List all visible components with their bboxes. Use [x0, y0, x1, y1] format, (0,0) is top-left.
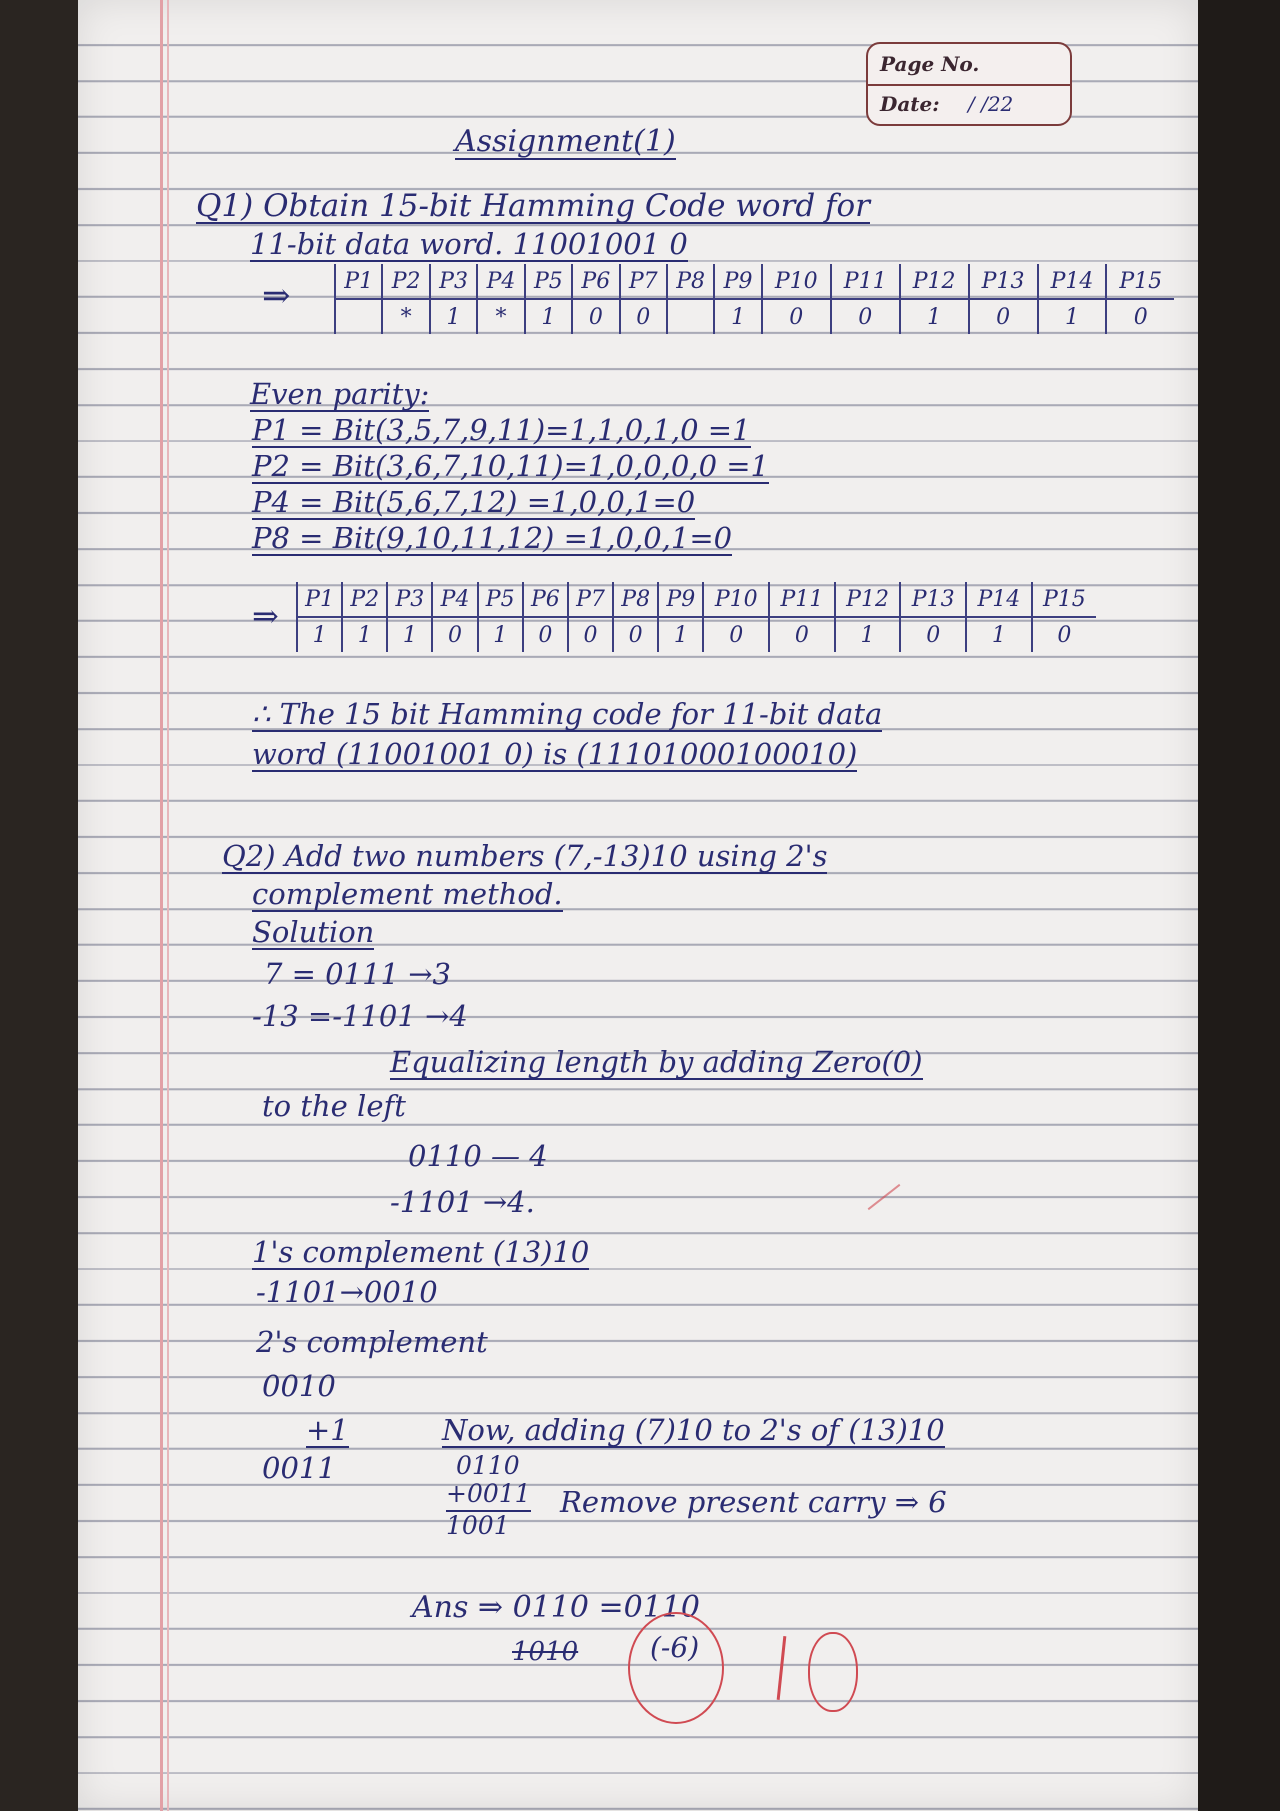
add-b: +0011: [446, 1478, 531, 1512]
table-value-cell: 0: [620, 299, 667, 334]
table-header-cell: P5: [478, 582, 523, 617]
table-value-cell: 1: [387, 617, 432, 652]
red-grade-circle: [628, 1612, 724, 1724]
table-header-cell: P3: [387, 582, 432, 617]
table-header-cell: P15: [1106, 264, 1174, 299]
table-header-cell: P3: [430, 264, 477, 299]
table-value-cell: 1: [900, 299, 969, 334]
table-value-cell: 1: [1038, 299, 1107, 334]
line-thirteen: -13 =-1101 →4: [252, 999, 468, 1033]
table-header-cell: P12: [900, 264, 969, 299]
twos-complement-label: 2's complement: [256, 1325, 488, 1359]
negative-six: (-6): [650, 1631, 700, 1664]
table-header-cell: P12: [835, 582, 901, 617]
parity-p2: P2 = Bit(3,6,7,10,11)=1,0,0,0,0 =1: [252, 449, 769, 483]
q1-conclusion-1: ∴ The 15 bit Hamming code for 11-bit data: [252, 697, 883, 731]
table-header-cell: P4: [477, 264, 524, 299]
table-value-cell: [335, 299, 382, 334]
table-header-cell: P6: [523, 582, 568, 617]
table-header-cell: P13: [900, 582, 966, 617]
page-no-label: Page No.: [880, 52, 980, 76]
table-header-cell: P2: [342, 582, 387, 617]
table-value-cell: 0: [703, 617, 769, 652]
table-value-cell: 0: [831, 299, 900, 334]
table-value-cell: 0: [762, 299, 831, 334]
assignment-title: Assignment(1): [455, 124, 676, 159]
table-header-cell: P2: [382, 264, 429, 299]
twos-step-b: +1: [306, 1413, 349, 1447]
margin-line-secondary: [167, 0, 169, 1811]
table-value-cell: 0: [1106, 299, 1174, 334]
margin-line: [160, 0, 163, 1811]
now-adding-line: Now, adding (7)10 to 2's of (13)10: [442, 1413, 945, 1447]
table-value-cell: 1: [478, 617, 523, 652]
answer-line: Ans ⇒ 0110 =0110: [412, 1590, 700, 1625]
table-header-cell: P7: [620, 264, 667, 299]
hamming-table-1: [334, 264, 1174, 334]
table-header-cell: P10: [762, 264, 831, 299]
struck-value: 1010: [512, 1637, 579, 1667]
table-header-cell: P14: [966, 582, 1032, 617]
table-header-cell: P7: [568, 582, 613, 617]
table-value-cell: 0: [900, 617, 966, 652]
table-header-cell: P9: [658, 582, 703, 617]
table-value-cell: 1: [835, 617, 901, 652]
equalizing-line: Equalizing length by adding Zero(0): [390, 1045, 923, 1079]
table-value-cell: 1: [525, 299, 572, 334]
even-parity-label: Even parity:: [250, 377, 430, 411]
table-header-cell: P10: [703, 582, 769, 617]
table-header-cell: P8: [613, 582, 658, 617]
table-header-cell: P4: [432, 582, 477, 617]
table-header-cell: P11: [831, 264, 900, 299]
table-value-cell: 0: [432, 617, 477, 652]
table-header-cell: P11: [769, 582, 835, 617]
table-header-cell: P5: [525, 264, 572, 299]
table-value-cell: 0: [613, 617, 658, 652]
table-value-cell: 0: [523, 617, 568, 652]
table-header-cell: P14: [1038, 264, 1107, 299]
ones-complement-value: -1101→0010: [256, 1275, 438, 1309]
table-value-cell: 1: [297, 617, 342, 652]
table-header-cell: P1: [297, 582, 342, 617]
table-value-cell: 1: [430, 299, 477, 334]
date-value: / /22: [968, 92, 1014, 116]
q1-conclusion-2: word (11001001 0) is (11101000100010): [252, 737, 858, 771]
table-header-cell: P6: [572, 264, 619, 299]
hamming-table-2: [296, 582, 1096, 652]
parity-p4: P4 = Bit(5,6,7,12) =1,0,0,1=0: [252, 485, 696, 519]
table-value-cell: 1: [714, 299, 761, 334]
date-label: Date:: [880, 92, 940, 116]
table-value-cell: [667, 299, 714, 334]
table-value-cell: 1: [966, 617, 1032, 652]
table-header-cell: P1: [335, 264, 382, 299]
q1-line2: 11-bit data word. 11001001 0: [250, 227, 688, 261]
pad-line-1: 0110 — 4: [408, 1139, 548, 1173]
arrow-2: ⇒: [252, 597, 279, 635]
arrow-1: ⇒: [262, 276, 291, 316]
parity-p8: P8 = Bit(9,10,11,12) =1,0,0,1=0: [252, 521, 733, 555]
table-header-cell: P15: [1032, 582, 1096, 617]
table-value-cell: 0: [969, 299, 1038, 334]
solution-label: Solution: [252, 915, 375, 949]
table-value-cell: 0: [572, 299, 619, 334]
to-left-line: to the left: [262, 1089, 406, 1123]
table-value-cell: 1: [342, 617, 387, 652]
twos-step-a: 0010: [262, 1369, 336, 1403]
table-value-cell: 0: [1032, 617, 1096, 652]
table-header-cell: P8: [667, 264, 714, 299]
table-value-cell: 0: [769, 617, 835, 652]
table-value-cell: *: [477, 299, 524, 334]
page-date-box: [866, 42, 1072, 126]
ones-complement-label: 1's complement (13)10: [252, 1235, 590, 1269]
table-value-cell: 1: [658, 617, 703, 652]
q1-line1: Q1) Obtain 15-bit Hamming Code word for: [196, 188, 870, 224]
q2-line1: Q2) Add two numbers (7,-13)10 using 2's: [222, 839, 828, 873]
page-edge: [1198, 0, 1280, 1811]
add-c: 1001: [446, 1511, 510, 1540]
red-grade-zero: [808, 1632, 858, 1712]
remove-carry-line: Remove present carry ⇒ 6: [560, 1485, 947, 1519]
parity-p1: P1 = Bit(3,5,7,9,11)=1,1,0,1,0 =1: [252, 413, 751, 447]
add-a: 0110: [456, 1451, 520, 1480]
pad-line-2: -1101 →4.: [390, 1185, 535, 1219]
table-header-cell: P9: [714, 264, 761, 299]
table-value-cell: 0: [568, 617, 613, 652]
twos-step-c: 0011: [262, 1451, 336, 1485]
line-seven: 7 = 0111 →3: [264, 957, 451, 991]
table-header-cell: P13: [969, 264, 1038, 299]
table-value-cell: *: [382, 299, 429, 334]
q2-line2: complement method.: [252, 877, 563, 911]
